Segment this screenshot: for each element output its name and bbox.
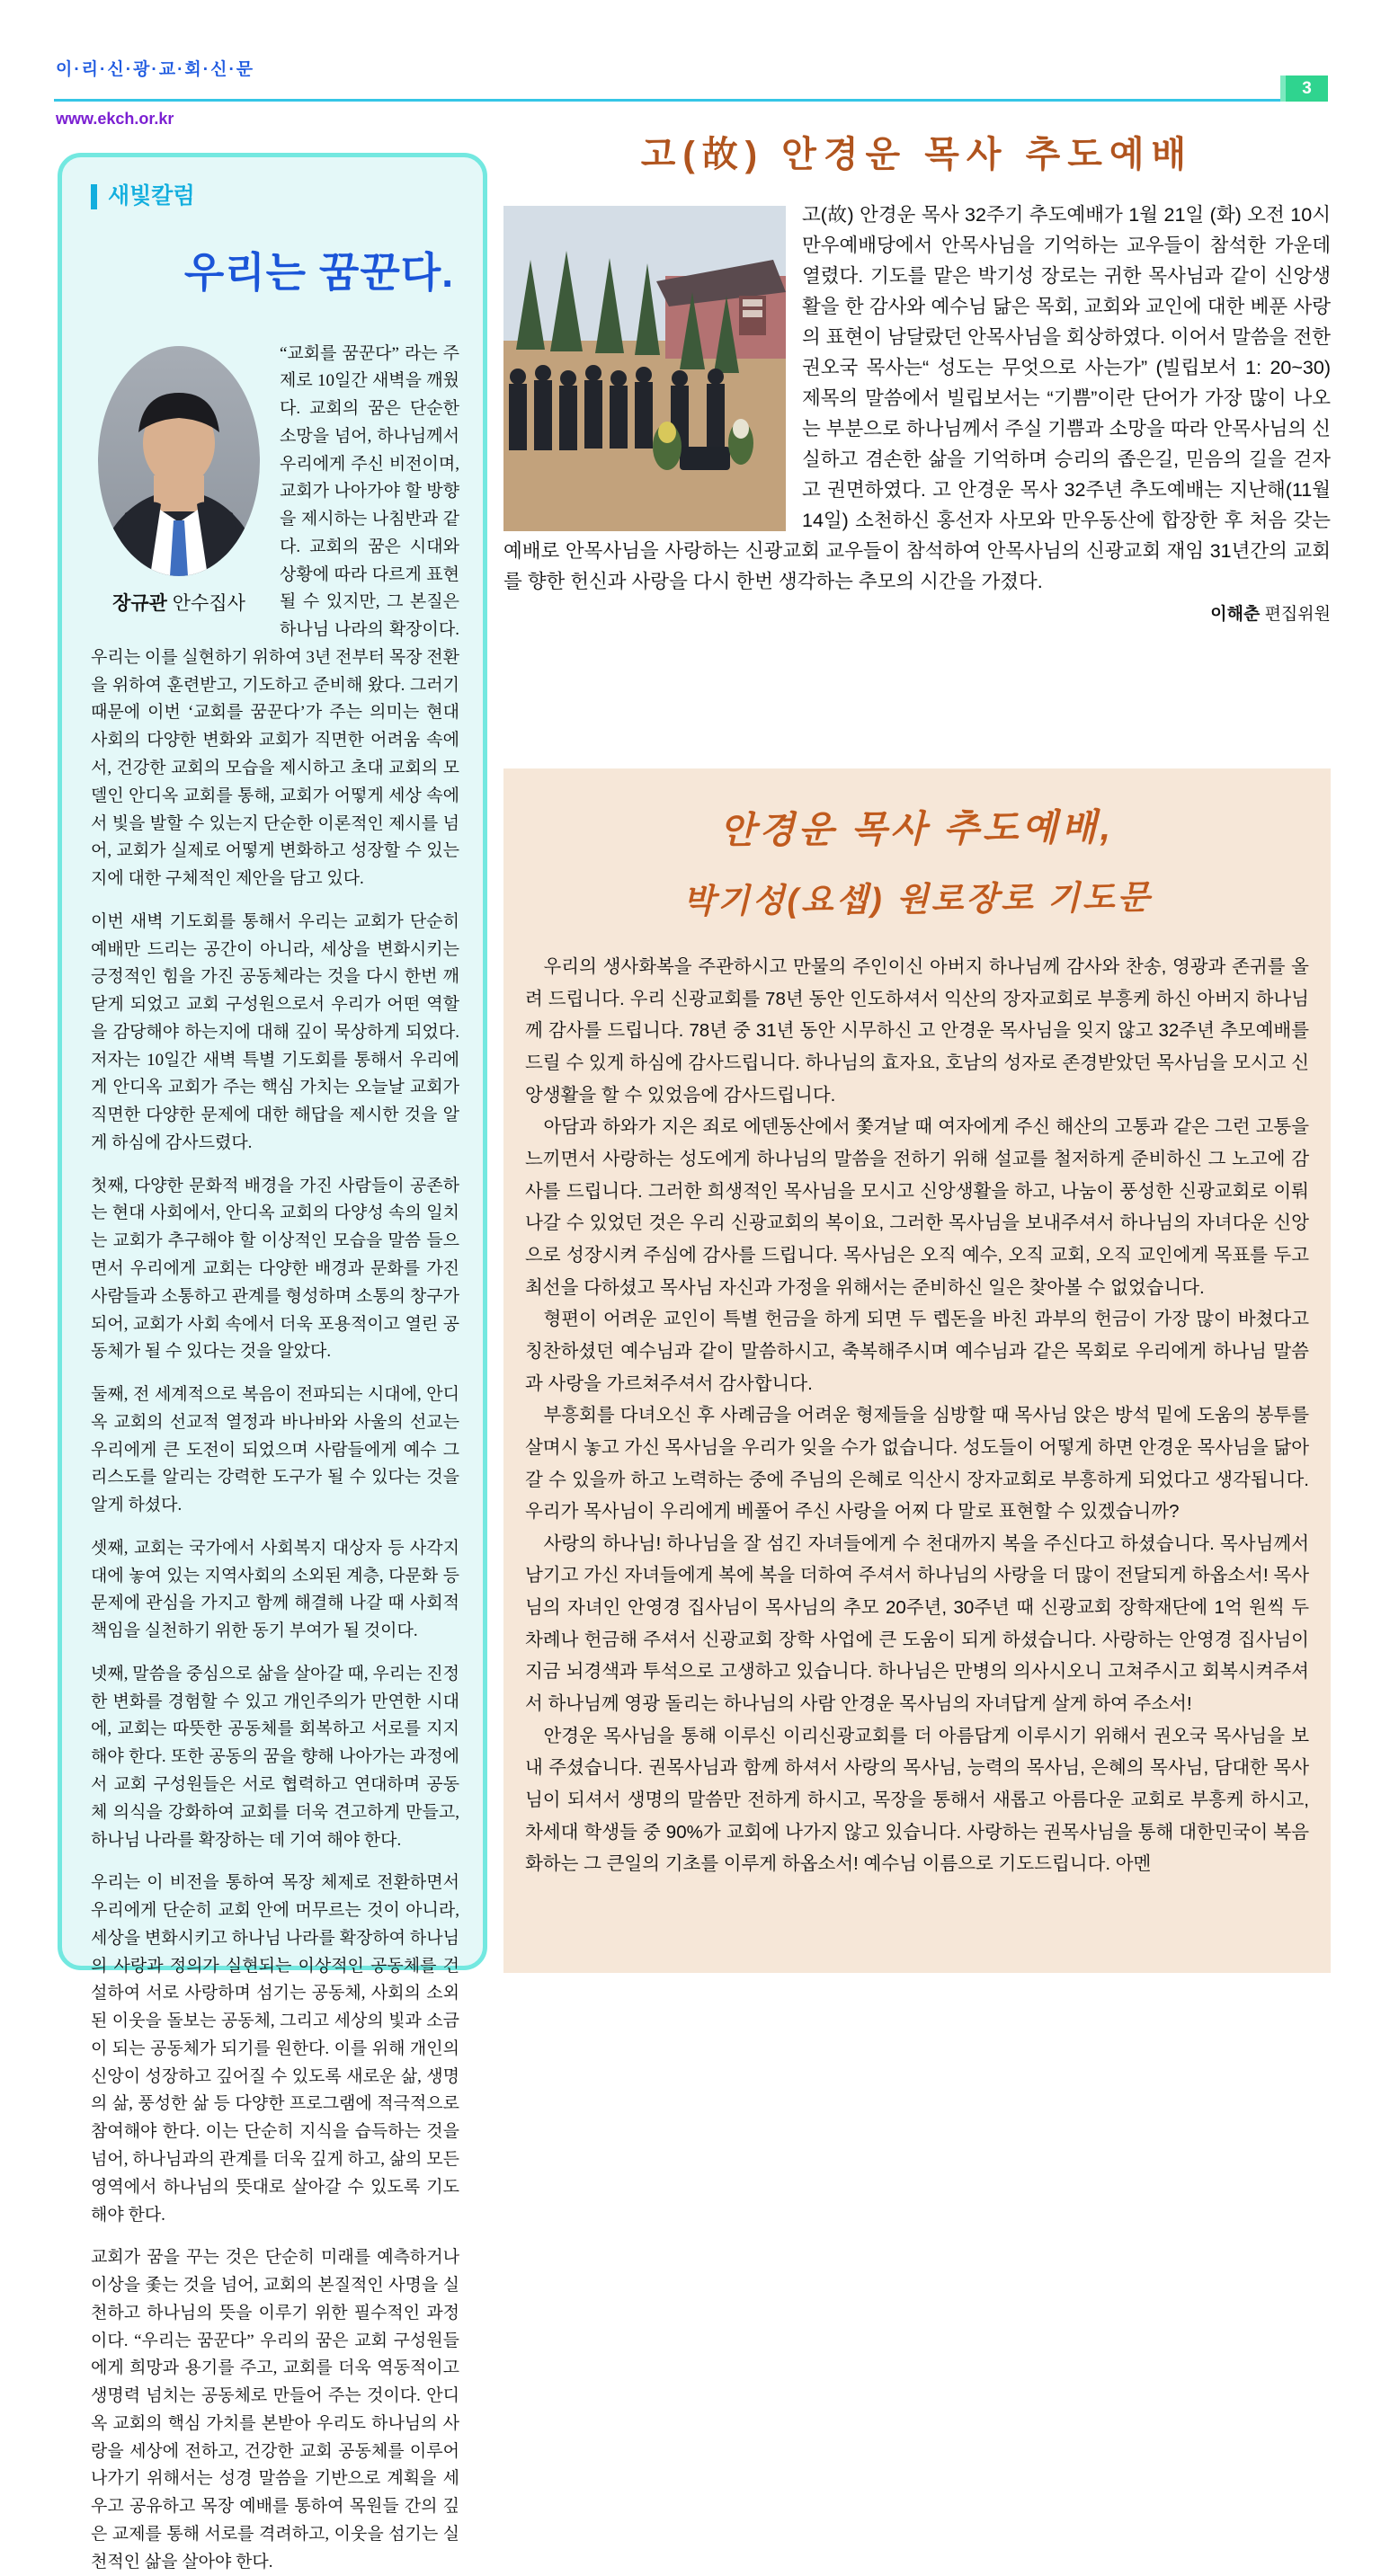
page-number-badge [1280, 76, 1328, 102]
article-paragraph: 교회가 꿈을 꾸는 것은 단순히 미래를 예측하거나 이상을 좇는 것을 넘어, 교회의 본질적인 사명을 실천하고 하나님의 뜻을 이루기 위한 필수적인 과정이다. “우리는 꿈꾼다” 우리의 꿈은 교회 구성원들에게 희망과 용기를 주고, 교회를 더욱 역동적이고 생명력 넘치는 공동체로 만들어 주는 것이다. 안디옥 교회의 핵심 가치를 본받아 우리도 하나님의 사랑을 세상에 전하고, 건강한 교회 공동체를 이루어 나가기 위해서는 성경 말씀을 기반으로 계획을 세우고 공유하고 목장 예배를 통하여 목원들 간의 깊은 교제를 통해 서로를 격려하고, 이웃을 섬기는 실천적인 삶을 살아야 한다. [91, 2244, 459, 2576]
memorial-service-photo [503, 206, 786, 531]
column-body [91, 341, 459, 2576]
article-paragraph: “교회를 꿈꾼다” 라는 주제로 10일간 새벽을 깨웠다. 교회의 꿈은 단순한 소망을 넘어, 하나님께서 우리에게 주신 비전이며, 교회가 나아가야 할 방향을 제시하는 나침반과 같다. 교회의 꿈은 시대와 상황에 따라 다르게 표현될 수 있지만, 그 본질은 하나님 나라의 확장이다. 우리는 이를 실현하기 위하여 3년 전부터 목장 전환을 위하여 훈련받고, 기도하고 준비해 왔다. 그러기 때문에 이번 ‘교회를 꿈꾼다’가 주는 의미는 현대 사회의 다양한 변화와 교회가 직면한 어려움 속에서, 건강한 교회의 모습을 제시하고 초대 교회의 모델인 안디옥 교회를 통해, 교회가 어떻게 세상 속에서 빛을 발할 수 있는지 단순한 이론적인 제시를 넘어, 교회가 실제로 어떻게 변화하고 성장할 수 있는지에 대한 구체적인 제안을 담고 있다. [91, 341, 459, 893]
article-paragraph: 셋째, 교회는 국가에서 사회복지 대상자 등 사각지대에 놓여 있는 지역사회의 소외된 계층, 다문화 등 문제에 관심을 가지고 함께 해결해 나갈 때 사회적 책임을 실천하기 위한 동기 부여가 될 것이다. [91, 1535, 459, 1646]
prayer-paragraph: 사랑의 하나님! 하나님을 잘 섬긴 자녀들에게 수 천대까지 복을 주신다고 하셨습니다. 목사님께서 남기고 가신 자녀들에게 복에 복을 더하여 주셔서 하나님의 사랑을 더 많이 전달되게 하옵소서! 목사님의 자녀인 안영경 집사님이 목사님의 추모 20주년, 30주년 때 신광교회 장학재단에 1억 원씩 두 차례나 헌금해 주셔서 신광교회 장학 사업에 큰 도움이 되게 하셨습니다. 사랑하는 안영경 집사님이 지금 뇌경색과 투석으로 고생하고 있습니다. 하나님은 만병의 의사시오니 고쳐주시고 회복시켜주셔서 하나님께 영광 돌리는 하나님의 사람 안경운 목사님의 자녀답게 살게 하여 주소서! [525, 1528, 1309, 1720]
author-figure [91, 346, 267, 619]
column-article-box [58, 153, 487, 1970]
author-portrait-photo [98, 346, 260, 576]
page-number: 3 [1302, 79, 1312, 99]
memorial-article [503, 126, 1331, 628]
article-paragraph: 둘째, 전 세계적으로 복음이 전파되는 시대에, 안디옥 교회의 선교적 열정과 바나바와 사울의 선교는 우리에게 큰 도전이 되었으며 사람들에게 예수 그리스도를 알리는 강력한 도구가 될 수 있다는 것을 알게 하셨다. [91, 1381, 459, 1520]
article-paragraph: 넷째, 말씀을 중심으로 삶을 살아갈 때, 우리는 진정한 변화를 경험할 수 있고 개인주의가 만연한 시대에, 교회는 따뜻한 공동체를 회복하고 서로를 지지해야 한다. 또한 공동의 꿈을 향해 나아가는 과정에서 교회 구성원들은 서로 협력하고 연대하며 공동체 의식을 강화하여 교회를 더욱 견고하게 만들고, 하나님 나라를 확장하는 데 기여 해야 한다. [91, 1661, 459, 1854]
prayer-title [524, 795, 1309, 924]
masthead-title: 이·리·신·광·교·회·신·문 [56, 56, 254, 80]
memorial-photo-scene [503, 206, 786, 531]
prayer-box [503, 768, 1331, 1973]
article-paragraph: 첫째, 다양한 문화적 배경을 가진 사람들이 공존하는 현대 사회에서, 안디옥 교회의 다양성 속의 일치는 교회가 추구해야 할 이상적인 모습을 말씀 들으면서 우리에게 교회는 다양한 배경과 문화를 가진 사람들과 소통하고 관계를 형성하며 소통의 창구가 되어, 교회가 사회 속에서 더욱 포용적이고 열린 공동체가 될 수 있다는 것을 알았다. [91, 1173, 459, 1366]
column-title: 우리는 꿈꾼다. [91, 240, 459, 299]
article-paragraph: 우리는 이 비전을 통하여 목장 체제로 전환하면서 우리에게 단순히 교회 안에 머무르는 것이 아니라, 세상을 변화시키고 하나님 나라를 확장하여 하나님의 사랑과 정의가 실현되는 이상적인 공동체를 건설하여 서로 사랑하며 섬기는 공동체, 사회의 소외된 이웃을 돌보는 공동체, 그리고 세상의 빛과 소금이 되는 공동체가 되기를 원한다. 이를 위해 개인의 신앙이 성장하고 깊어질 수 있도록 새로운 삶, 생명의 삶, 풍성한 삶 등 다양한 프로그램에 적극적으로 참여해야 한다. 이는 단순히 지식을 습득하는 것을 넘어, 하나님과의 관계를 더욱 깊게 하고, 삶의 모든 영역에서 하나님의 뜻대로 살아갈 수 있도록 기도해야 한다. [91, 1870, 459, 2229]
article-paragraph: 고(故) 안경운 목사 32주기 추도예배가 1월 21일 (화) 오전 10시 만우예배당에서 안목사님을 기억하는 교우들이 참석한 가운데 열렸다. 기도를 맡은 박기성 장로는 귀한 목사님과 같이 신앙생활을 한 감사와 예수님 닮은 목회, 교회와 교인에 대한 베푼 사랑의 표현이 남달랐던 안목사님을 회상하였다. 이어서 말씀을 전한 권오국 목사는“ 성도는 무엇으로 사는가” (빌립보서 1: 20~30) 제목의 말씀에서 빌립보서는 “기쁨”이란 단어가 가장 많이 나오는 부분으로 하나님께서 주실 기쁨과 소망을 따라 안목사님의 신실하고 겸손한 삶을 기억하며 승리의 좁은길, 믿음의 길을 걷자고 권면하였다. 고 안경운 목사 32주년 추도예배는 지난해(11월14일) 소천하신 홍선자 사모와 만우동산에 합장한 후 처음 갖는 예배로 안목사님을 사랑하는 신광교회 교우들이 참석하여 안목사님의 신광교회 재임 31년간의 교회를 향한 헌신과 사랑을 다시 한번 생각하는 추모의 시간을 가졌다. [503, 200, 1331, 598]
prayer-paragraph: 우리의 생사화복을 주관하시고 만물의 주인이신 아버지 하나님께 감사와 찬송, 영광과 존귀를 올려 드립니다. 우리 신광교회를 78년 동안 인도하셔서 익산의 장자교회로 부흥케 하신 아버지 하나님께 감사를 드립니다. 78년 중 31년 동안 시무하신 고 안경운 목사님을 잊지 않고 32주년 추모예배를 드릴 수 있게 하심에 감사드립니다. 하나님의 효자요, 호남의 성자로 존경받았던 목사님을 모시고 신앙생활을 할 수 있었음에 감사드립니다. [525, 951, 1309, 1111]
byline-name: 이해춘 [1210, 605, 1260, 624]
memorial-article-title: 고(故) 안경운 목사 추도예배 [503, 126, 1331, 177]
prayer-paragraph: 안경운 목사님을 통해 이루신 이리신광교회를 더 아름답게 이루시기 위해서 권오국 목사님을 보내 주셨습니다. 권목사님과 함께 하셔서 사랑의 목사님, 능력의 목사님, 은혜의 목사님, 담대한 목사님이 되셔서 생명의 말씀만 전하게 하시고, 목장을 통해서 새롭고 아름다운 교회로 부흥케 하시고, 차세대 학생들 중 90%가 교회에 나가지 않고 있습니다. 사랑하는 권목사님을 통해 대한민국이 복음화하는 그 큰일의 기초를 이루게 하옵소서! 예수님 이름으로 기도드립니다. 아멘 [525, 1720, 1309, 1880]
prayer-title-line1: 안경운 목사 추도예배, [524, 795, 1308, 856]
byline-role: 편집위원 [1265, 605, 1331, 624]
site-url: www.ekch.or.kr [56, 110, 174, 129]
prayer-paragraph: 형편이 어려운 교인이 특별 헌금을 하게 되면 두 렙돈을 바친 과부의 헌금이 가장 많이 바쳤다고 칭찬하셨던 예수님과 같이 말씀하시고, 축복해주시며 예수님과 같은 목회로 우리에게 하나님 말씀과 사랑을 가르쳐주셔서 감사합니다. [525, 1303, 1309, 1399]
prayer-body [525, 951, 1309, 1880]
prayer-paragraph: 아담과 하와가 지은 죄로 에덴동산에서 쫓겨날 때 여자에게 주신 해산의 고통과 같은 그런 고통을 느끼면서 사랑하는 성도에게 하나님의 말씀을 전하기 위해 설교를 철저하게 준비하신 그 노고에 감사를 드립니다. 그러한 희생적인 목사님을 모시고 신앙생활을 하고, 나눔이 풍성한 신광교회로 이뤄 나갈 수 있었던 것은 우리 신광교회의 복이요, 그러한 목사님을 보내주셔서 하나님의 자녀다운 신앙으로 성장시켜 주심에 감사를 드립니다. 목사님은 오직 예수, 오직 교회, 오직 교인에게 목표를 두고 최선을 다하셨고 목사님 자신과 가정을 위해서는 준비하신 일은 찾아볼 수 없었습니다. [525, 1111, 1309, 1303]
memorial-article-body [503, 200, 1331, 628]
author-caption [91, 589, 267, 619]
author-role: 안수집사 [173, 593, 245, 614]
article-paragraph: 이번 새벽 기도회를 통해서 우리는 교회가 단순히 예배만 드리는 공간이 아니라, 세상을 변화시키는 긍정적인 힘을 가진 공동체라는 것을 다시 한번 깨닫게 되었고 교회 구성원으로서 우리가 어떤 역할을 감당해야 하는지에 대해 깊이 묵상하게 되었다. 저자는 10일간 새벽 특별 기도회를 통해서 우리에게 안디옥 교회가 주는 핵심 가치는 오늘날 교회가 직면한 다양한 문제에 대한 해답을 제시한 것을 알게 하심에 감사드렸다. [91, 909, 459, 1158]
section-label: 새빛칼럼 [91, 184, 459, 209]
author-name: 장규관 [112, 593, 167, 614]
prayer-title-line2: 박기성(요셉) 원로장로 기도문 [525, 868, 1309, 924]
byline [503, 601, 1331, 628]
prayer-paragraph: 부흥회를 다녀오신 후 사례금을 어려운 형제들을 심방할 때 목사님 앉은 방석 밑에 도움의 봉투를 살며시 놓고 가신 목사님을 우리가 잊을 수가 없습니다. 성도들이 어떻게 하면 안경운 목사님을 닮아 갈 수 있을까 하고 노력하는 중에 주님의 은혜로 익산시 장자교회로 부흥하게 되었다고 생각됩니다. 우리가 목사님이 우리에게 베풀어 주신 사랑을 어찌 다 말로 표현할 수 있겠습니까? [525, 1399, 1309, 1528]
person-silhouette-icon [98, 369, 260, 576]
header-divider [54, 99, 1328, 102]
